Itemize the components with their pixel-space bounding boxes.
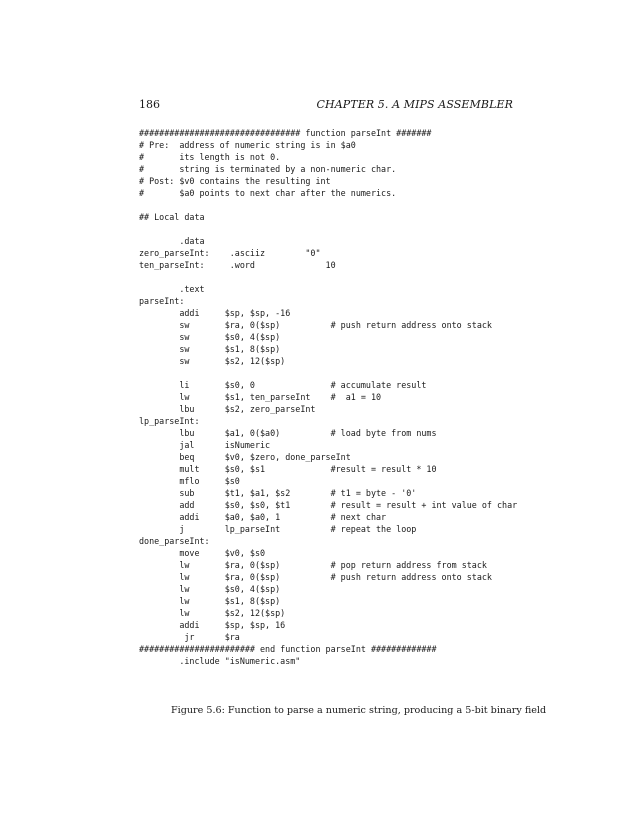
code-line: lw $s0, 4($sp) [139, 584, 281, 594]
page-header [139, 98, 513, 112]
code-line: lw $ra, 0($sp) # push return address onto stack [139, 572, 492, 582]
code-line [139, 271, 579, 283]
code-line: .data [139, 236, 205, 246]
code-line: # its length is not 0. [139, 152, 281, 162]
code-line: lw $s1, 8($sp) [139, 596, 281, 606]
code-line: mflo $s0 [139, 476, 240, 486]
code-line: .include "isNumeric.asm" [139, 656, 301, 666]
code-line [139, 367, 579, 379]
code-line: zero_parseInt: .asciiz "0" [139, 248, 321, 258]
code-line: mult $s0, $s1 #result = result * 10 [139, 464, 437, 474]
code-line: addi $sp, $sp, 16 [139, 620, 286, 630]
code-line: lbu $s2, zero_parseInt [139, 404, 316, 414]
code-line [139, 199, 579, 211]
code-line: done_parseInt: [139, 536, 210, 546]
code-line: addi $a0, $a0, 1 # next char [139, 512, 387, 522]
code-line: jal isNumeric [139, 440, 271, 450]
code-line: ## Local data [139, 212, 205, 222]
code-line: jr $ra [139, 632, 240, 642]
code-line: lp_parseInt: [139, 416, 200, 426]
code-line: sw $s0, 4($sp) [139, 332, 281, 342]
code-line: lw $s1, ten_parseInt # a1 = 10 [139, 392, 382, 402]
code-line: sw $s2, 12($sp) [139, 356, 286, 366]
code-line: ####################### end function parseInt ############# [139, 644, 437, 654]
code-line: lw $s2, 12($sp) [139, 608, 286, 618]
figure-caption: Figure 5.6: Function to parse a numeric string, producing a 5-bit binary field [171, 705, 547, 716]
code-line: add $s0, $s0, $t1 # result = result + int value of char [139, 500, 518, 510]
code-line: addi $sp, $sp, -16 [139, 308, 291, 318]
code-line: sw $ra, 0($sp) # push return address onto stack [139, 320, 492, 330]
code-line: li $s0, 0 # accumulate result [139, 380, 427, 390]
code-line: .text [139, 284, 205, 294]
code-line: ################################ function parseInt ####### [139, 128, 432, 138]
code-line: parseInt: [139, 296, 185, 306]
code-line: # $a0 points to next char after the numerics. [139, 188, 397, 198]
code-line: # string is terminated by a non-numeric char. [139, 164, 397, 174]
code-line: ten_parseInt: .word 10 [139, 260, 336, 270]
page-number: 186 [139, 98, 160, 111]
code-listing [139, 127, 579, 667]
code-line: sub $t1, $a1, $s2 # t1 = byte - '0' [139, 488, 417, 498]
code-line: j lp_parseInt # repeat the loop [139, 524, 417, 534]
code-line: lbu $a1, 0($a0) # load byte from nums [139, 428, 437, 438]
code-line: beq $v0, $zero, done_parseInt [139, 452, 351, 462]
code-line: lw $ra, 0($sp) # pop return address from stack [139, 560, 487, 570]
chapter-title: CHAPTER 5. A MIPS ASSEMBLER [316, 98, 513, 111]
code-line [139, 223, 579, 235]
code-line: # Post: $v0 contains the resulting int [139, 176, 331, 186]
code-line: move $v0, $s0 [139, 548, 266, 558]
code-line: sw $s1, 8($sp) [139, 344, 281, 354]
code-line: # Pre: address of numeric string is in $a0 [139, 140, 356, 150]
